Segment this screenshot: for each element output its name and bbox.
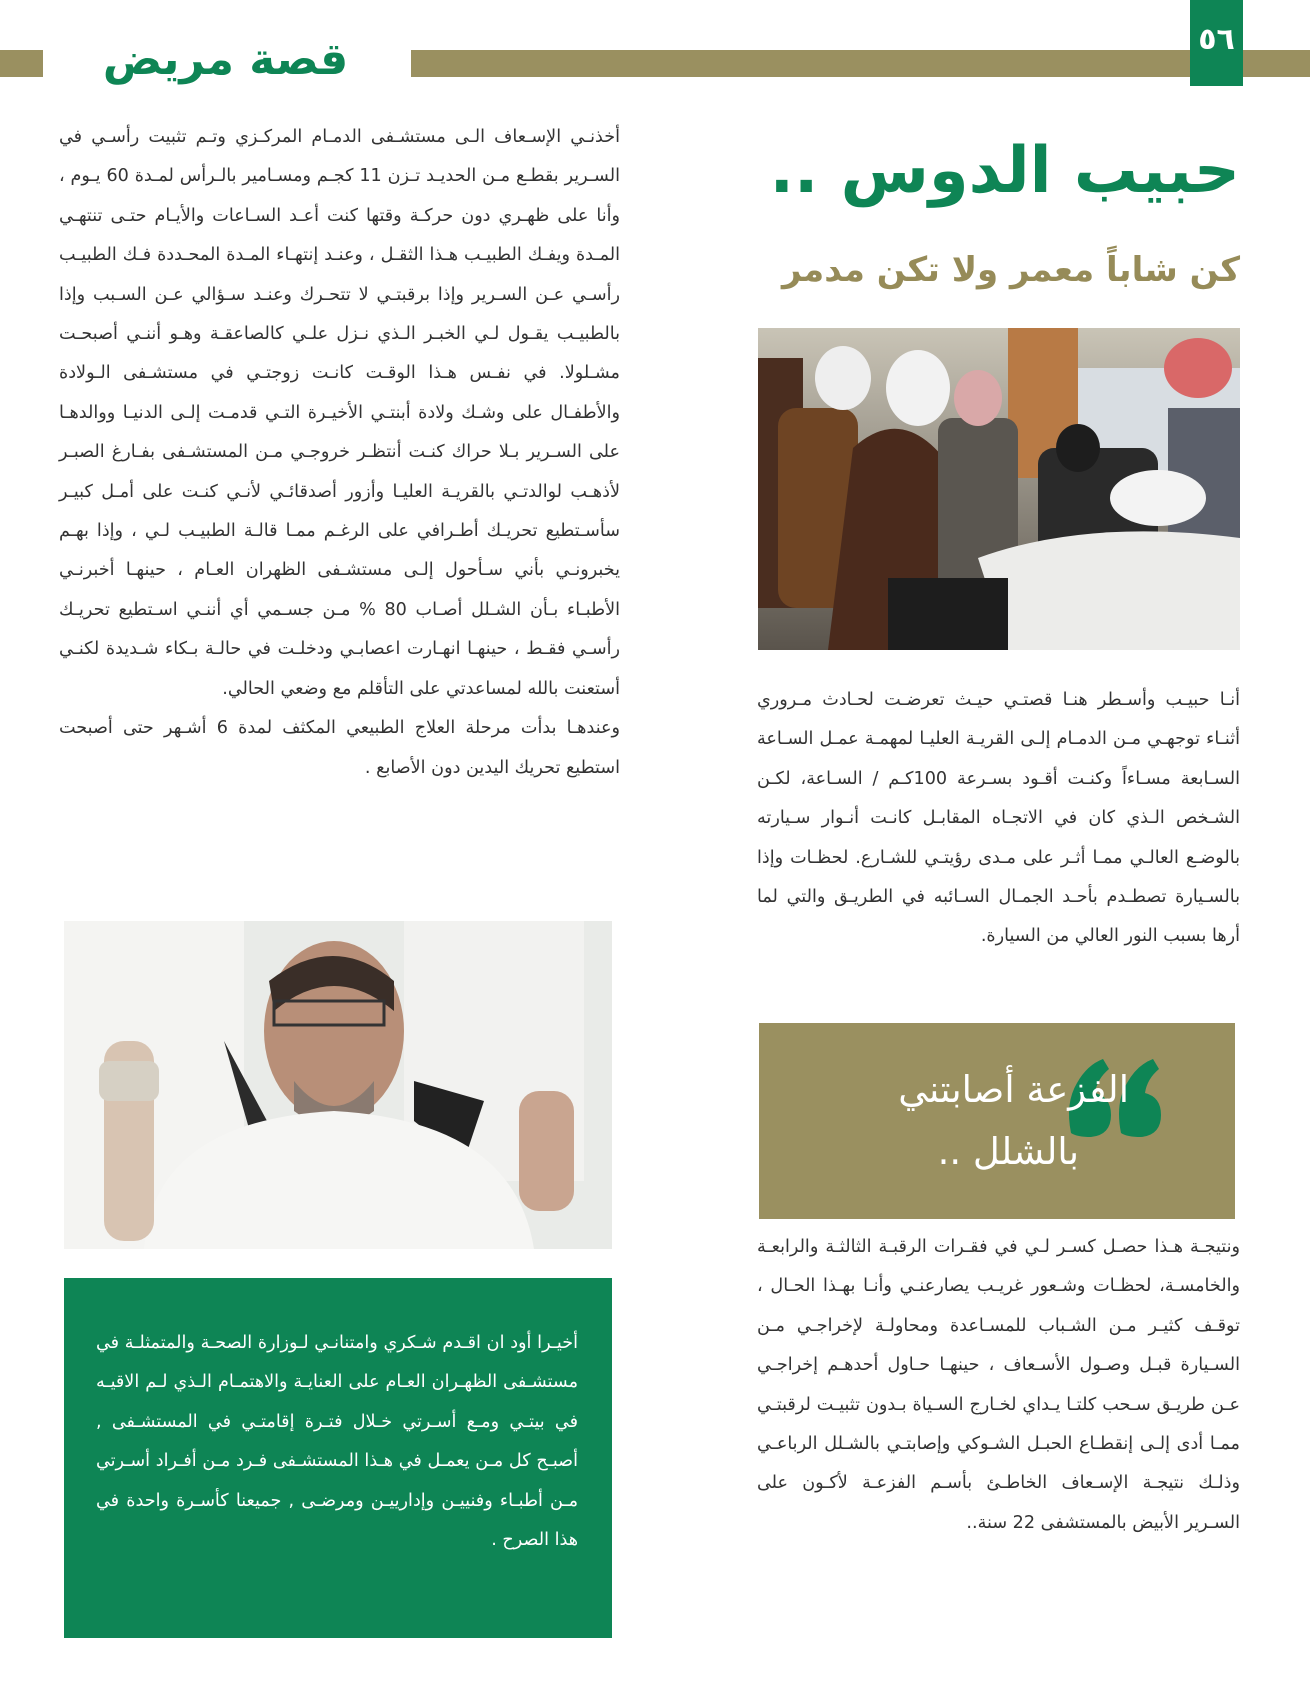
- photo-patient-image: [64, 921, 612, 1249]
- pull-quote-box: [759, 1023, 1235, 1219]
- story-column: [59, 118, 620, 788]
- thanks-paragraph: أخيـرا أود ان اقـدم شـكري وامتنانـي لـوزارة الصحـة والمتمثلـة في مستشـفى الظهـران العـام على العنايـة والاهتمـام الـذي لـم الاقيـه في بيتـي ومـع أسـرتي خـلال فتـرة إقامتـي في المستشـفى , أصبـح كل مـن يعمـل في هـذا المستشـفى فـرد مـن أفـراد أسـرتي مـن أطبـاء وفنييـن وإدارييـن ومرضـى , جميعنا كأسـرة واحدة في هذا الصرح .: [96, 1333, 578, 1551]
- intro-paragraph: أنـا حبيـب وأسـطر هنـا قصتـي حيـث تعرضـت لحـادث مـروري أثنـاء توجهـي مـن الدمـام إلـى القريـة العليـا لمهمـة عمـل السـاعة السـابعة مسـاءاً وكنـت أقـود بسـرعة 100كـم / السـاعة، لكـن الشـخص الـذي كان في الاتجـاه المقابـل كانـت أنـوار سـيارته بالوضـع العالـي ممـا أثـر على مـدى رؤيتـي للشـارع. لحظـات وإذا بالسـيارة تصطـدم بأحـد الجمـال السـائبه في الطريـق والتي لما أرها بسبب النور العالي من السيارة.: [757, 690, 1241, 947]
- pull-quote-text: [789, 1059, 1129, 1183]
- article-headline: حبيب الدوس ..: [769, 134, 1240, 208]
- thanks-box: [64, 1278, 612, 1638]
- header-rule-left: [0, 50, 43, 77]
- photo-hospital-visit: [758, 328, 1240, 650]
- pull-quote-line: بالشلل ..: [937, 1130, 1079, 1173]
- photo-hospital-visit-image: [758, 328, 1240, 650]
- header-rule-right: [411, 50, 1310, 77]
- page-number: ٥٦: [1190, 0, 1243, 86]
- story-paragraph: أخذنـي الإسـعاف الـى مستشـفى الدمـام المركـزي وتـم تثبيت رأسـي في السـرير بقطـع مـن الحديـد تـزن 11 كجـم ومسـامير بالـرأس لمـدة 60 يـوم ، وأنا على ظهـري دون حركـة وقتها كنت أعـد السـاعات والأيـام حتـى تنتهـي المـدة ويفـك الطبيـب هـذا الثقـل ، وعنـد إنتهـاء المـدة المحـددة فـك الطبيـب رأسـي عـن السـرير وإذا برقبتـي لا تتحـرك وعنـد سـؤالي عـن السـبب وإذا بالطبيـب يقـول لـي الخبـر الـذي نـزل علـي كالصاعقـة وهـو أننـي أصبحـت مشـلولا. في نفـس هـذا الوقـت كانـت زوجتـي في مستشـفى الـولادة والأطفـال على وشـك ولادة أبنتـي الأخيـرة التـي قدمـت إلـى الدنيـا ووالدهـا على السـرير بـلا حراك كنـت أنتظـر خروجـي مـن المستشـفى بفـارغ الصبـر لأذهـب لوالدتـي بالقريـة العليـا وأزور أصدقائـي لأنـي كنـت على أمـل كبيـر سأسـتطيع تحريـك أطـرافي على الرغـم ممـا قالـة الطبيـب لـي ، وإذا بهـم يخبرونـي بأني سـأحول إلـى مستشـفى الظهران العـام ، حينهـا أخبرنـي الأطبـاء بـأن الشـلل أصـاب 80 % مـن جسـمي أي أننـي اسـتطيع تحريـك رأسـي فقـط ، حينهـا انهـارت اعصابـي ودخلـت في حالـة بـكاء شـديدة لكنـي أستعنت بالله لمساعدتي على التأقلم مع وضعي الحالي.: [59, 127, 620, 699]
- pull-quote-line: الفزعة أصابتني: [898, 1068, 1129, 1111]
- photo-patient: [64, 921, 612, 1249]
- story-paragraph: وعندهـا بدأت مرحلة العلاج الطبيعي المكثف لمدة 6 أشـهر حتى أصبحت استطيع تحريك اليدين دون الأصابع .: [59, 718, 620, 778]
- section-title: قصة مريض: [102, 34, 349, 85]
- continued-paragraph: ونتيجـة هـذا حصـل كسـر لـي في فقـرات الرقبـة الثالثـة والرابعـة والخامسـة، لحظـات وشـعور غريـب يصارعنـي وأنـا بهـذا الحـال ، توقـف كثيـر مـن الشـباب للمسـاعدة ومحاولـة لإخراجـي مـن السـيارة قبـل وصـول الأسـعاف ، حينهـا حـاول أحدهـم إخراجـي عـن طريـق سـحب كلتـا يـداي لخـارج السـياة بـدون تثبيـت لرقبتـي ممـا أدى إلـى إنقطـاع الحبـل الشـوكي وإصابتـي بالشـلل الرباعـي وذلـك نتيجـة الإسـعاف الخاطـئ بأسـم الفزعـة لأكـون على السـرير الأبيض بالمستشفى 22 سنة..: [757, 1237, 1240, 1533]
- article-subtitle: كن شاباً معمر ولا تكن مدمر: [782, 250, 1240, 290]
